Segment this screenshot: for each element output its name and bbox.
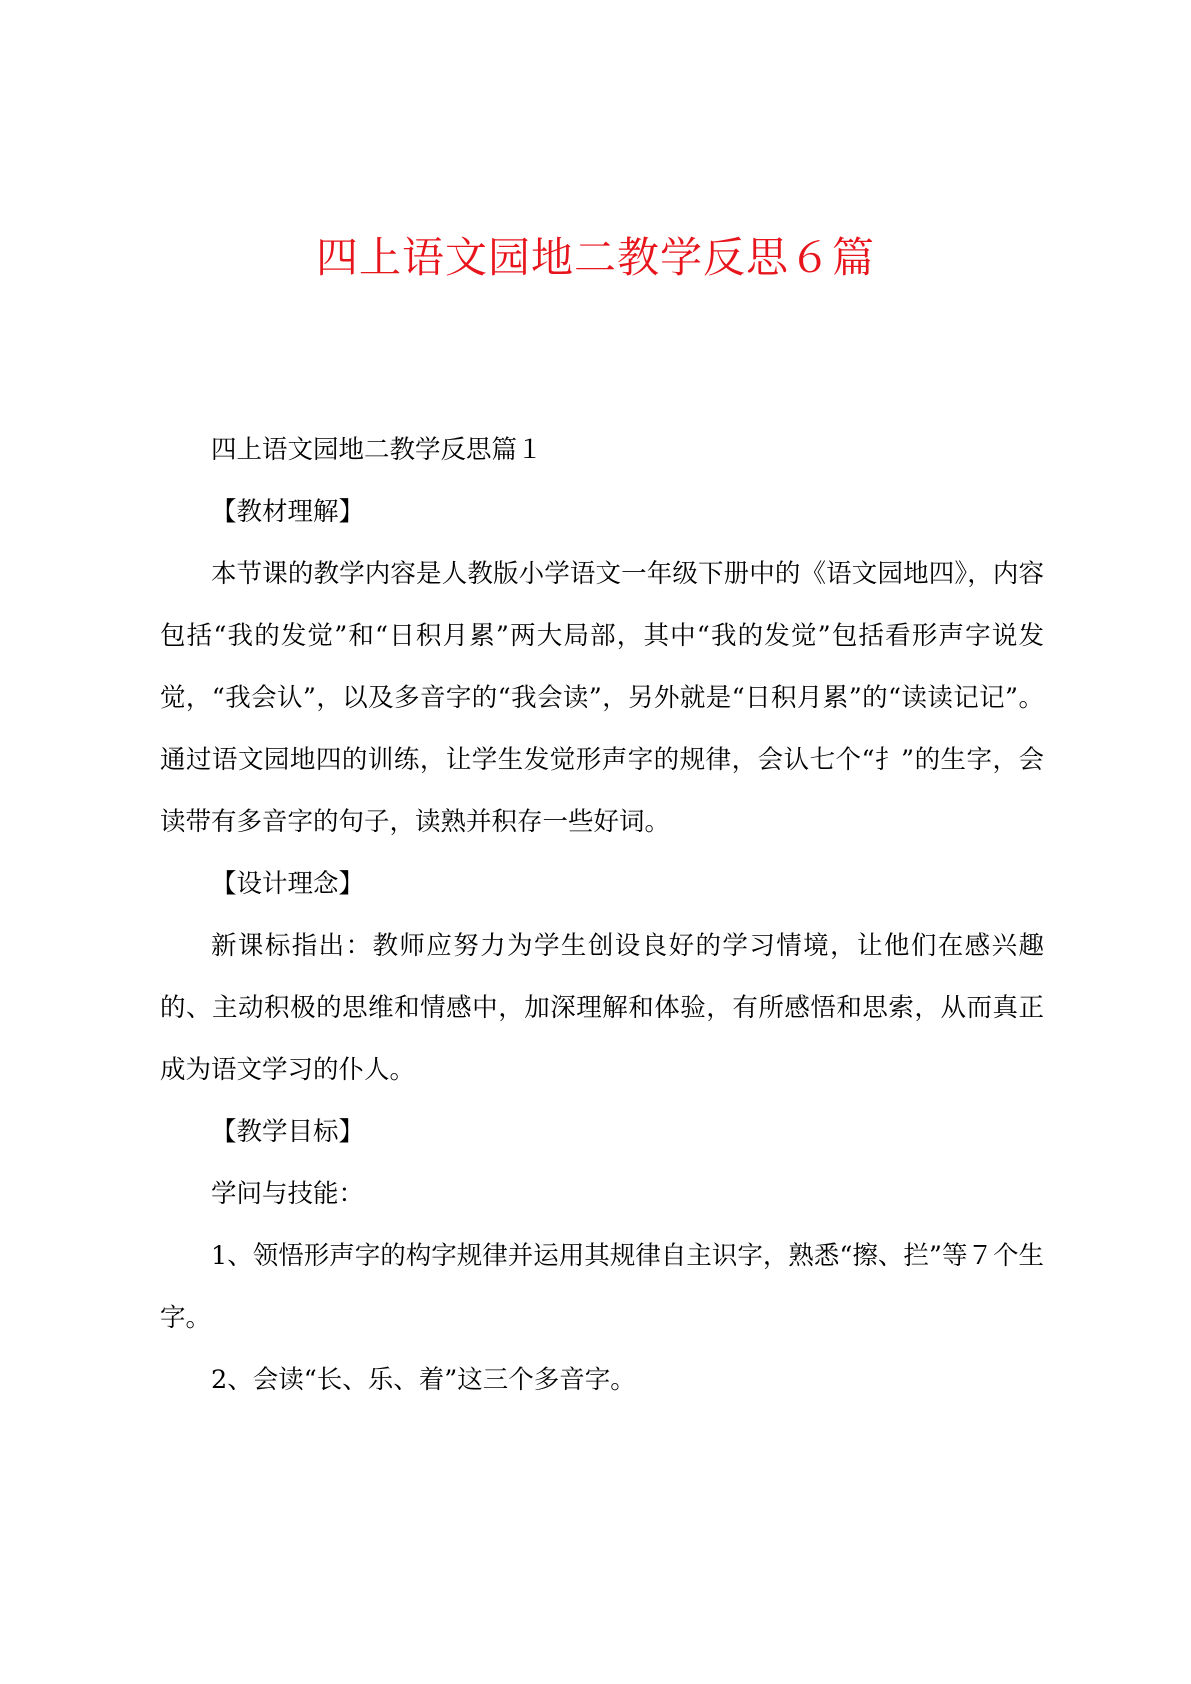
list-item: 2、会读“长、乐、着”这三个多音字。	[211, 1365, 636, 1395]
paragraph: 新课标指出：教师应努力为学生创设良好的学习情境，让他们在感兴趣的、主动积极的思维和情感中，加深理解和体验，有所感悟和思索，从而真正成为语文学习的仆人。	[160, 931, 1044, 1085]
list-item: 1、领悟形声字的构字规律并运用其规律自主识字，熟悉“擦、拦”等７个生字。	[160, 1241, 1044, 1333]
paragraph: 学问与技能：	[211, 1179, 365, 1209]
subheading-teaching-goals: 【教学目标】	[211, 1117, 365, 1147]
subheading-textbook-understanding: 【教材理解】	[211, 497, 365, 527]
document-title: 四上语文园地二教学反思６篇	[315, 233, 875, 282]
subheading-design-concept: 【设计理念】	[211, 869, 365, 899]
paragraph: 本节课的教学内容是人教版小学语文一年级下册中的《语文园地四》，内容包括“我的发觉”和“日积月累”两大局部，其中“我的发觉”包括看形声字说发觉，“我会认”，以及多音字的“我会读”，另外就是“日积月累”的“读读记记”。通过语文园地四的训练，让学生发觉形声字的规律，会认七个“扌”的生字，会读带有多音字的句子，读熟并积存一些好词。	[160, 559, 1044, 837]
section-heading: 四上语文园地二教学反思篇１	[211, 435, 543, 465]
document-body	[160, 419, 1044, 1411]
